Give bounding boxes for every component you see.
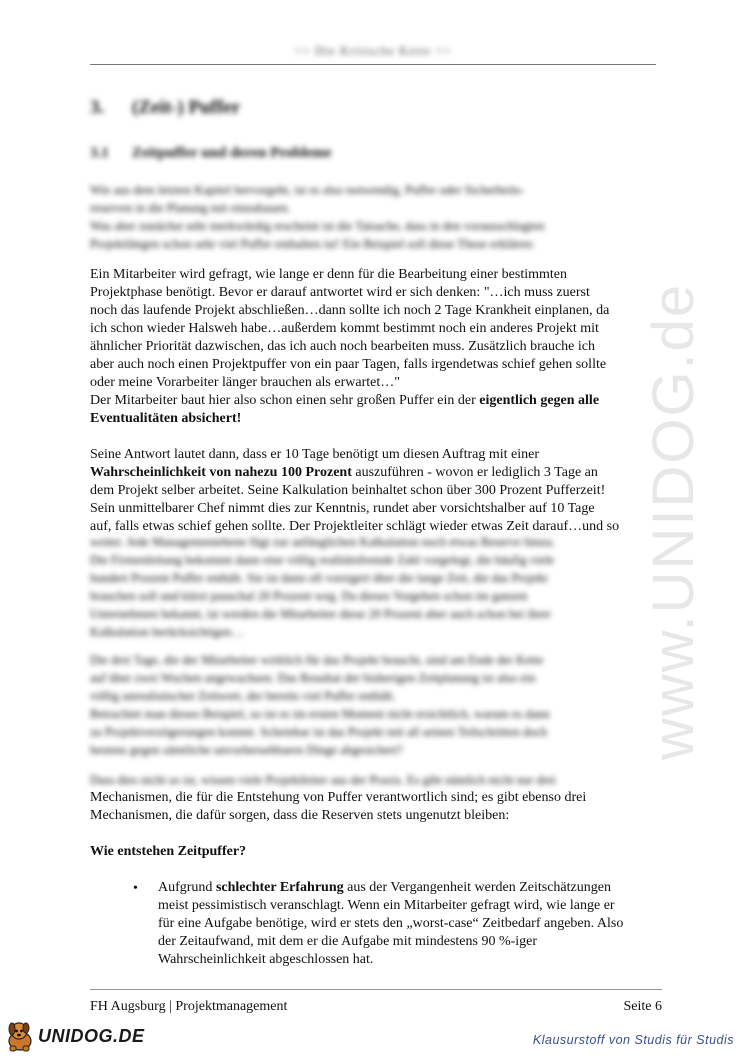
bullet-list: [90, 879, 662, 969]
footer-course: FH Augsburg | Projektmanagement: [90, 999, 288, 1014]
header-rule: [90, 64, 656, 65]
blurred-paragraph-practice: [90, 771, 662, 789]
blurred-paragraph-result: [90, 651, 662, 759]
footer-rule: [90, 989, 662, 990]
bullet-item: [90, 879, 662, 969]
paragraph-employee-estimate-text: [90, 266, 662, 428]
subsection-heading: [90, 145, 332, 162]
paragraph-mechanisms: [90, 789, 662, 825]
blurred-paragraph-intro-text: Wie aus dem letzten Kapitel hervorgeht, ist es also notwendig, Puffer oder Sicherheits- reserven in die Planung mit einzubauen. Was aber zunächst sehr merkwürdig erscheint ist die Tatsache, dass in den vorausschlagten Projektlängen schon sehr viel Puffer enthalten ist! Ein Beispiel soll diese These erklären:: [90, 183, 545, 251]
blurred-paragraph-practice-text: Dass dies nicht so ist, wissen viele Projektleiter aus der Praxis. Es gibt nämlich nicht nur drei: [90, 773, 556, 787]
footer-page-number: Seite 6: [623, 999, 662, 1014]
paragraph-2-bold: Wahrscheinlichkeit von nahezu 100 Prozent: [90, 465, 352, 480]
blurred-paragraph-result-text: Die drei Tage, die der Mitarbeiter wirklich für das Projekt braucht, sind am Ende der Kette auf über zwei Wochen angewachsen. Das Resultat der bisherigen Zeitplanung ist also ein völlig unrealistischer Zeitwert, der bereits viel Puffer enthält. Betrachtet man dieses Beispiel, so ist es im ersten Moment nicht ersichtlich, warum es dann zu Projektverzögerungen kommt. Scheinbar ist das Projekt mit all seinen Teilschritten doch bestens gegen sämtliche unvorhersehbaren Dinge abgesichert?: [90, 653, 550, 757]
bullet-text: [158, 880, 623, 967]
subsection-number: 3.1: [90, 145, 109, 161]
paragraph-1-bold: eigentlich gegen alle Eventualitäten absichert!: [90, 393, 600, 426]
section-title: (Zeit-) Puffer: [132, 97, 241, 118]
section-number: 3.: [90, 97, 105, 118]
paragraph-1-text: Ein Mitarbeiter wird gefragt, wie lange er denn für die Bearbeitung einer bestimmten Projektphase benötigt. Bevor er darauf antwortet wird er sich denken: "…ich muss zuerst noch das laufende Projekt abschließen…dann sollte ich noch 2 Tage Krankheit einplanen, da ich schon wieder Halsweh habe…außerdem kommt bestimmt noch ein anderes Projekt mit ähnlicher Priorität dazwischen, das ich auch noch bearbeiten muss. Zusätzlich brauche ich aber auch noch einen Projektpuffer von ein paar Tagen, falls irgendetwas schief gehen sollte oder meine Vorarbeiter länger brauchen als erwartet…" Der Mitarbeiter baut hier also schon einen sehr großen Puffer ein der: [90, 267, 610, 408]
paragraph-answer-text: [90, 446, 662, 536]
dog-mascot-icon: [4, 1019, 36, 1053]
paragraph-mechanisms-text: Mechanismen, die für die Entstehung von Puffer verantwortlich sind; es gibt ebenso drei Mechanismen, die dafür sorgen, dass die Reserven stets ungenutzt bleiben:: [90, 790, 587, 823]
subsection-title: Zeitpuffer und deren Probleme: [132, 145, 332, 161]
tagline: Klausurstoff von Studis für Studis: [532, 1033, 734, 1047]
bold-subheading: Wie entstehen Zeitpuffer?: [90, 844, 247, 859]
bullet-text-bold: schlechter Erfahrung: [215, 880, 344, 895]
paragraph-2-before: Seine Antwort lautet dann, dass er 10 Tage benötigt um diesen Auftrag mit einer: [90, 447, 539, 462]
running-header: >> Die Kritische Kette <<: [294, 44, 452, 58]
bullet-text-before: Aufgrund: [158, 880, 216, 895]
blurred-paragraph-intro: [90, 181, 662, 253]
paragraph-answer: [90, 446, 662, 536]
bullet-text-after: aus der Vergangenheit werden Zeitschätzungen meist pessimistisch veranschlagt. Wenn ein Mitarbeiter gefragt wird, wie lange er für eine Aufgabe benötige, wird er stets den „worst-case“ Zeitbedarf angeben. Also der Zeitaufwand, mit dem er die Aufgabe mit mindestens 90 %-iger Wahrscheinlichkeit abgeschlossen hat.: [158, 880, 624, 967]
section-heading: [90, 97, 240, 119]
unidog-logo: [4, 1018, 145, 1054]
bullet-dot-icon: •: [133, 881, 138, 896]
logo-text: UNIDOG.DE: [38, 1025, 145, 1046]
vertical-watermark: www.UNIDOG.de: [641, 282, 706, 760]
blurred-paragraph-management-text: weiter. Jede Managementebene fügt zur anfänglichen Kalkulation noch etwas Reserve hinzu. Die Firmenleitung bekommt dann eine völlig realitätsfremde Zahl vorgelegt, die häufig viele hundert Prozent Puffer enthält. Sie ist dann oft vorsigert über die lange Zeit, die das Projekt brauchen soll und kürzt pauschal 20 Prozent weg. Da dieses Vorgehen schon im ganzen Unternehmen bekannt, ist werden die Mitarbeiter diese 20 Prozent aber auch schon bei ihrer Kalkulation berücksichtigen…: [90, 535, 556, 639]
paragraph-employee-estimate: [90, 266, 662, 428]
blurred-paragraph-management: [90, 533, 662, 641]
paragraph-2-after: auszuführen - wovon er lediglich 3 Tage an dem Projekt selber arbeitet. Seine Kalkulation beinhaltet schon über 300 Prozent Pufferzeit! Sein unmittelbarer Chef nimmt dies zur Kenntnis, rundet aber vorsichtshalber auf 10 Tage auf, falls etwas schief gehen sollte. Der Projektleiter schlägt wieder etwas Zeit darauf…und so: [90, 465, 620, 534]
